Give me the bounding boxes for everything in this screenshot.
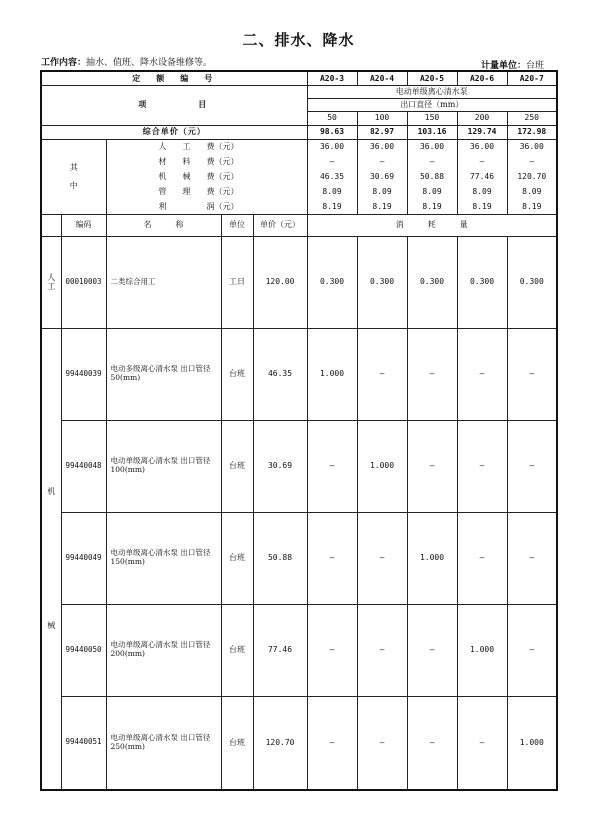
consumption-value: — <box>457 696 507 790</box>
resource-code: 99440050 <box>61 604 106 696</box>
resource-price: 120.00 <box>253 236 307 328</box>
resource-name: 电动多级离心清水泵 出口管径50(mm) <box>106 328 221 420</box>
consumption-value: 0.300 <box>357 236 407 328</box>
work-content-text: 抽水、值班、降水设备维修等。 <box>86 58 213 68</box>
quota-code-label: 定 额 编 号 <box>41 71 307 85</box>
consumption-value: — <box>457 420 507 512</box>
total-price-label: 综合单价（元） <box>41 125 307 139</box>
resource-code: 99440051 <box>61 696 106 790</box>
work-content <box>41 55 212 68</box>
breakdown-value: 8.19 <box>407 199 457 214</box>
consumption-value: — <box>507 512 557 604</box>
resource-code: 99440039 <box>61 328 106 420</box>
resource-name: 电动单级离心清水泵 出口管径150(mm) <box>106 512 221 604</box>
quota-code: A20-5 <box>407 71 457 85</box>
breakdown-value: 8.19 <box>307 199 357 214</box>
resource-price: 77.46 <box>253 604 307 696</box>
consumption-value: 1.000 <box>507 696 557 790</box>
consumption-value: — <box>407 420 457 512</box>
total-price: 172.98 <box>507 125 557 139</box>
resource-unit: 台班 <box>221 604 253 696</box>
diameter-value: 250 <box>507 111 557 125</box>
page-title: 二、排水、降水 <box>242 31 355 49</box>
detail-header-unit: 单位 <box>221 214 253 236</box>
consumption-value: — <box>357 328 407 420</box>
consumption-value: 1.000 <box>407 512 457 604</box>
breakdown-group-label: 其 中 <box>41 139 106 214</box>
resource-unit: 台班 <box>221 328 253 420</box>
consumption-value: — <box>307 604 357 696</box>
breakdown-value: 36.00 <box>407 139 457 154</box>
detail-header-price: 单价（元） <box>253 214 307 236</box>
breakdown-row: 管 理 费（元） <box>106 184 307 199</box>
resource-name: 电动单级离心清水泵 出口管径100(mm) <box>106 420 221 512</box>
diameter-value: 200 <box>457 111 507 125</box>
consumption-value: — <box>307 420 357 512</box>
breakdown-value: 36.00 <box>307 139 357 154</box>
consumption-value: 0.300 <box>507 236 557 328</box>
consumption-value: 1.000 <box>307 328 357 420</box>
consumption-value: — <box>357 512 407 604</box>
quota-code: A20-7 <box>507 71 557 85</box>
resource-unit: 台班 <box>221 512 253 604</box>
breakdown-row: 材 料 费（元） <box>106 154 307 169</box>
breakdown-value: 8.09 <box>507 184 557 199</box>
consumption-value: 0.300 <box>407 236 457 328</box>
consumption-value: — <box>407 328 457 420</box>
diameter-value: 100 <box>357 111 407 125</box>
detail-header-consumption: 消 耗 量 <box>307 214 557 236</box>
breakdown-value: 8.19 <box>357 199 407 214</box>
breakdown-value: 8.09 <box>357 184 407 199</box>
breakdown-value: 8.19 <box>507 199 557 214</box>
breakdown-value: 30.69 <box>357 169 407 184</box>
breakdown-value: — <box>307 154 357 169</box>
breakdown-value: 36.00 <box>457 139 507 154</box>
machine-group-label: 机 械 <box>41 328 61 790</box>
resource-name: 二类综合用工 <box>106 236 221 328</box>
consumption-value: 0.300 <box>457 236 507 328</box>
consumption-value: — <box>307 696 357 790</box>
quota-code: A20-6 <box>457 71 507 85</box>
resource-unit: 台班 <box>221 420 253 512</box>
consumption-value: — <box>307 512 357 604</box>
breakdown-value: — <box>407 154 457 169</box>
consumption-value: — <box>407 696 457 790</box>
detail-header-blank <box>41 214 61 236</box>
consumption-value: — <box>357 604 407 696</box>
resource-price: 46.35 <box>253 328 307 420</box>
unit-value: 台班 <box>525 61 544 71</box>
total-price: 82.97 <box>357 125 407 139</box>
breakdown-value: 8.09 <box>307 184 357 199</box>
breakdown-value: 36.00 <box>357 139 407 154</box>
quota-code: A20-4 <box>357 71 407 85</box>
breakdown-value: — <box>357 154 407 169</box>
item-label: 项 目 <box>41 85 307 125</box>
detail-header-name: 名 称 <box>106 214 221 236</box>
breakdown-value: — <box>457 154 507 169</box>
resource-code: 00010003 <box>61 236 106 328</box>
breakdown-row: 人 工 费（元） <box>106 139 307 154</box>
resource-unit: 台班 <box>221 696 253 790</box>
consumption-value: — <box>457 512 507 604</box>
resource-code: 99440049 <box>61 512 106 604</box>
resource-price: 120.70 <box>253 696 307 790</box>
breakdown-value: 77.46 <box>457 169 507 184</box>
pump-name: 电动单级离心清水泵 <box>307 85 557 98</box>
resource-price: 30.69 <box>253 420 307 512</box>
quota-table <box>40 70 558 791</box>
consumption-value: 0.300 <box>307 236 357 328</box>
consumption-value: 1.000 <box>357 420 407 512</box>
resource-price: 50.88 <box>253 512 307 604</box>
quota-code: A20-3 <box>307 71 357 85</box>
total-price: 129.74 <box>457 125 507 139</box>
consumption-value: — <box>507 328 557 420</box>
diameter-value: 50 <box>307 111 357 125</box>
breakdown-value: 120.70 <box>507 169 557 184</box>
total-price: 98.63 <box>307 125 357 139</box>
breakdown-value: 8.09 <box>407 184 457 199</box>
total-price: 103.16 <box>407 125 457 139</box>
diameter-value: 150 <box>407 111 457 125</box>
breakdown-value: 50.88 <box>407 169 457 184</box>
outlet-diameter-label: 出口直径（mm） <box>307 98 557 111</box>
consumption-value: — <box>507 420 557 512</box>
consumption-value: — <box>357 696 407 790</box>
resource-unit: 工日 <box>221 236 253 328</box>
labor-group-label: 人 工 <box>41 236 61 328</box>
breakdown-row: 利 润（元） <box>106 199 307 214</box>
breakdown-value: — <box>507 154 557 169</box>
breakdown-value: 8.19 <box>457 199 507 214</box>
breakdown-value: 36.00 <box>507 139 557 154</box>
consumption-value: — <box>457 328 507 420</box>
breakdown-value: 46.35 <box>307 169 357 184</box>
work-content-label: 工作内容： <box>41 58 87 68</box>
detail-header-code: 编码 <box>61 214 106 236</box>
resource-name: 电动单级离心清水泵 出口管径250(mm) <box>106 696 221 790</box>
resource-code: 99440048 <box>61 420 106 512</box>
unit-label: 计量单位： <box>480 61 526 71</box>
resource-name: 电动单级离心清水泵 出口管径200(mm) <box>106 604 221 696</box>
consumption-value: — <box>407 604 457 696</box>
consumption-value: 1.000 <box>457 604 507 696</box>
breakdown-value: 8.09 <box>457 184 507 199</box>
consumption-value: — <box>507 604 557 696</box>
breakdown-row: 机 械 费（元） <box>106 169 307 184</box>
